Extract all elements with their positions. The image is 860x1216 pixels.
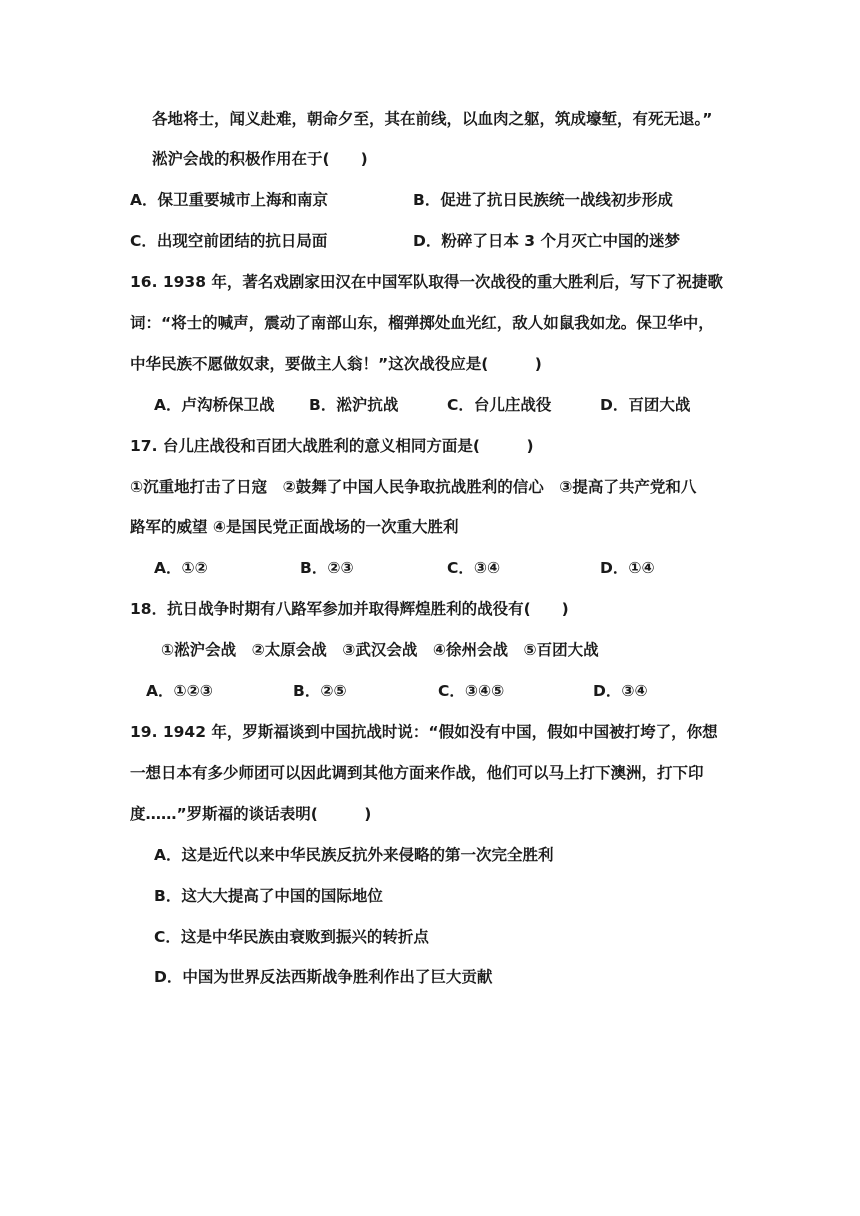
q18-option-d[interactable]: D．③④ [593,682,648,700]
q19-option-c[interactable]: C．这是中华民族由衰败到振兴的转折点 [154,928,429,946]
q18-stem: 18．抗日战争时期有八路军参加并取得辉煌胜利的战役有( ) [130,600,569,618]
q15-option-d[interactable]: D．粉碎了日本 3 个月灭亡中国的迷梦 [413,232,680,250]
q19-option-a[interactable]: A．这是近代以来中华民族反抗外来侵略的第一次完全胜利 [154,846,554,864]
q16-stem-line-1: 16. 1938 年，著名戏剧家田汉在中国军队取得一次战役的重大胜利后，写下了祝捷歌 [130,273,723,291]
q15-quote-end: 各地将士，闻义赴难，朝命夕至，其在前线，以血肉之躯，筑成壕堑，有死无退。” [152,110,713,128]
q19-stem-line-2: 一想日本有多少师团可以因此调到其他方面来作战，他们可以马上打下澳洲，打下印 [130,764,704,782]
q17-option-b[interactable]: B．②③ [300,559,354,577]
q16-stem-line-2: 词：“将士的喊声，震动了南部山东，榴弹掷处血光红，敌人如鼠我如龙。保卫华中， [130,314,714,332]
q16-option-a[interactable]: A．卢沟桥保卫战 [154,396,275,414]
q18-option-b[interactable]: B．②⑤ [293,682,347,700]
q15-option-c[interactable]: C．出现空前团结的抗日局面 [130,232,328,250]
q17-option-d[interactable]: D．①④ [600,559,655,577]
q19-stem-line-1: 19. 1942 年，罗斯福谈到中国抗战时说：“假如没有中国，假如中国被打垮了，你想 [130,723,718,741]
q19-stem-line-3: 度……”罗斯福的谈话表明( ) [130,805,372,823]
q17-option-c[interactable]: C．③④ [447,559,501,577]
q17-option-a[interactable]: A．①② [154,559,208,577]
q18-items: ①淞沪会战 ②太原会战 ③武汉会战 ④徐州会战 ⑤百团大战 [161,641,599,659]
q19-option-d[interactable]: D．中国为世界反法西斯战争胜利作出了巨大贡献 [154,968,493,986]
q18-option-c[interactable]: C．③④⑤ [438,682,505,700]
q16-option-c[interactable]: C．台儿庄战役 [447,396,552,414]
q18-option-a[interactable]: A．①②③ [146,682,213,700]
q15-stem: 淞沪会战的积极作用在于( ) [152,150,368,168]
q16-option-b[interactable]: B．淞沪抗战 [309,396,399,414]
q16-option-d[interactable]: D．百团大战 [600,396,691,414]
q16-stem-line-3: 中华民族不愿做奴隶，要做主人翁！”这次战役应是( ) [130,355,542,373]
q17-stem: 17. 台儿庄战役和百团大战胜利的意义相同方面是( ) [130,437,534,455]
q17-items-line-1: ①沉重地打击了日寇 ②鼓舞了中国人民争取抗战胜利的信心 ③提高了共产党和八 [130,478,697,496]
q19-option-b[interactable]: B．这大大提高了中国的国际地位 [154,887,383,905]
q17-items-line-2: 路军的威望 ④是国民党正面战场的一次重大胜利 [130,518,459,536]
q15-option-b[interactable]: B．促进了抗日民族统一战线初步形成 [413,191,673,209]
q15-option-a[interactable]: A．保卫重要城市上海和南京 [130,191,328,209]
